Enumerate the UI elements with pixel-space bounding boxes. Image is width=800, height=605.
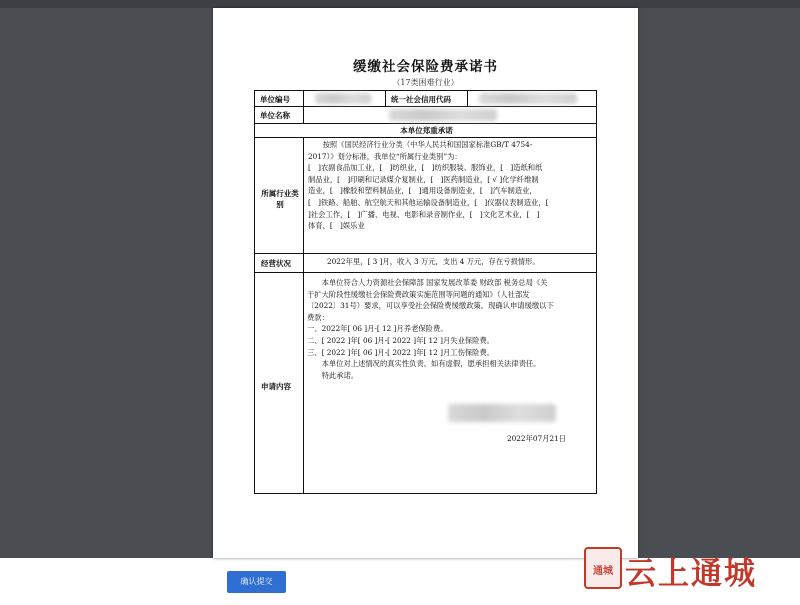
seal-text: 通城 xyxy=(593,566,613,577)
unit-name-label: 单位名称 xyxy=(260,111,290,120)
commitment-header: 本单位郑重承诺 xyxy=(400,126,453,135)
application-content xyxy=(307,277,597,381)
col-divider xyxy=(385,91,386,106)
col-divider xyxy=(303,91,304,123)
application-line: 本单位对上述情况的真实性负责。如有虚假，愿承担相关法律责任。 xyxy=(307,359,541,369)
redacted-credit-code xyxy=(479,93,577,104)
redacted-unit-code xyxy=(315,93,371,104)
industry-line: 制品业，[ ]印刷和记录媒介复制业，[ ]医药制造业，[ √ ]化学纤维制 xyxy=(308,174,539,184)
unit-code-label: 单位编号 xyxy=(260,95,290,104)
industry-line: 按照《国民经济行业分类（中华人民共和国国家标准GB/T 4754- xyxy=(308,140,533,149)
col-divider xyxy=(467,91,468,106)
industry-label: 所属行业类别 xyxy=(261,189,299,209)
row-divider xyxy=(255,106,596,107)
application-line: 〔2022〕31号）要求，可以享受社会保险费缓缴政策。现确认申请缓缴以下 xyxy=(307,301,554,311)
application-line: 二、[ 2022 ]年[ 06 ]月-[ 2022 ]年[ 12 ]月失业保险费。 xyxy=(307,335,495,345)
industry-line: 2017）》划分标准，我单位“所属行业类别”为： xyxy=(308,151,462,161)
industry-line: 体育，[ ]娱乐业 xyxy=(308,221,365,231)
redacted-signature xyxy=(448,404,556,422)
operation-status-text: 2022年里，[ 3 ]月，收入 3 万元，支出 4 万元，存在亏损情形。 xyxy=(327,257,540,266)
confirm-submit-button[interactable]: 确认提交 xyxy=(227,571,286,593)
operation-label: 经营状况 xyxy=(261,259,291,268)
industry-line: [ ]农副食品加工业，[ ]纺织业，[ ]纺织服装、服饰业，[ ]造纸和纸 xyxy=(308,163,543,173)
application-line: 本单位符合人力资源社会保障部 国家发展改革委 财政部 税务总局《关 xyxy=(307,278,548,287)
industry-options xyxy=(308,139,596,232)
document-title: 缓缴社会保险费承诺书 xyxy=(353,59,498,75)
application-line: 于扩大阶段性缓缴社会保险费政策实施范围等问题的通知》（人社部发 xyxy=(307,289,530,299)
document-page xyxy=(213,8,638,558)
application-line: 费款： xyxy=(307,312,329,322)
viewer-toolbar-strip xyxy=(0,0,800,8)
industry-line: ]社会工作，[ ]广播、电视、电影和录音制作业，[ ]文化艺术业，[ ] xyxy=(308,209,540,219)
row-divider xyxy=(255,253,596,254)
seal-icon xyxy=(584,547,622,589)
industry-line: 造业，[ ]橡胶和塑料制品业，[ ]通用设备制造业，[ ]汽车制造业， xyxy=(308,186,537,196)
commitment-form-table xyxy=(254,90,597,494)
application-line: 三、[ 2022 ]年[ 06 ]月-[ 2022 ]年[ 12 ]月工伤保险费。 xyxy=(307,347,495,357)
application-label: 申请内容 xyxy=(261,382,291,391)
application-line: 一、2022年[ 06 ]月-[ 12 ]月养老保险费。 xyxy=(307,324,448,334)
credit-code-label: 统一社会信用代码 xyxy=(391,95,451,104)
document-subtitle: （17类困难行业） xyxy=(392,78,459,87)
row-divider xyxy=(255,123,596,124)
col-divider xyxy=(303,137,304,493)
row-divider xyxy=(255,137,596,138)
brand-text: 云上通城 xyxy=(625,556,757,592)
industry-line: [ ]铁路、船舶、航空航天和其他运输设备制造业，[ ]仪器仪表制造业，[ xyxy=(308,197,549,207)
commitment-date: 2022年07月21日 xyxy=(507,434,567,443)
application-line: 特此承诺。 xyxy=(307,370,359,380)
row-divider xyxy=(255,272,596,273)
redacted-unit-name xyxy=(389,109,497,121)
brand-watermark xyxy=(580,546,780,596)
